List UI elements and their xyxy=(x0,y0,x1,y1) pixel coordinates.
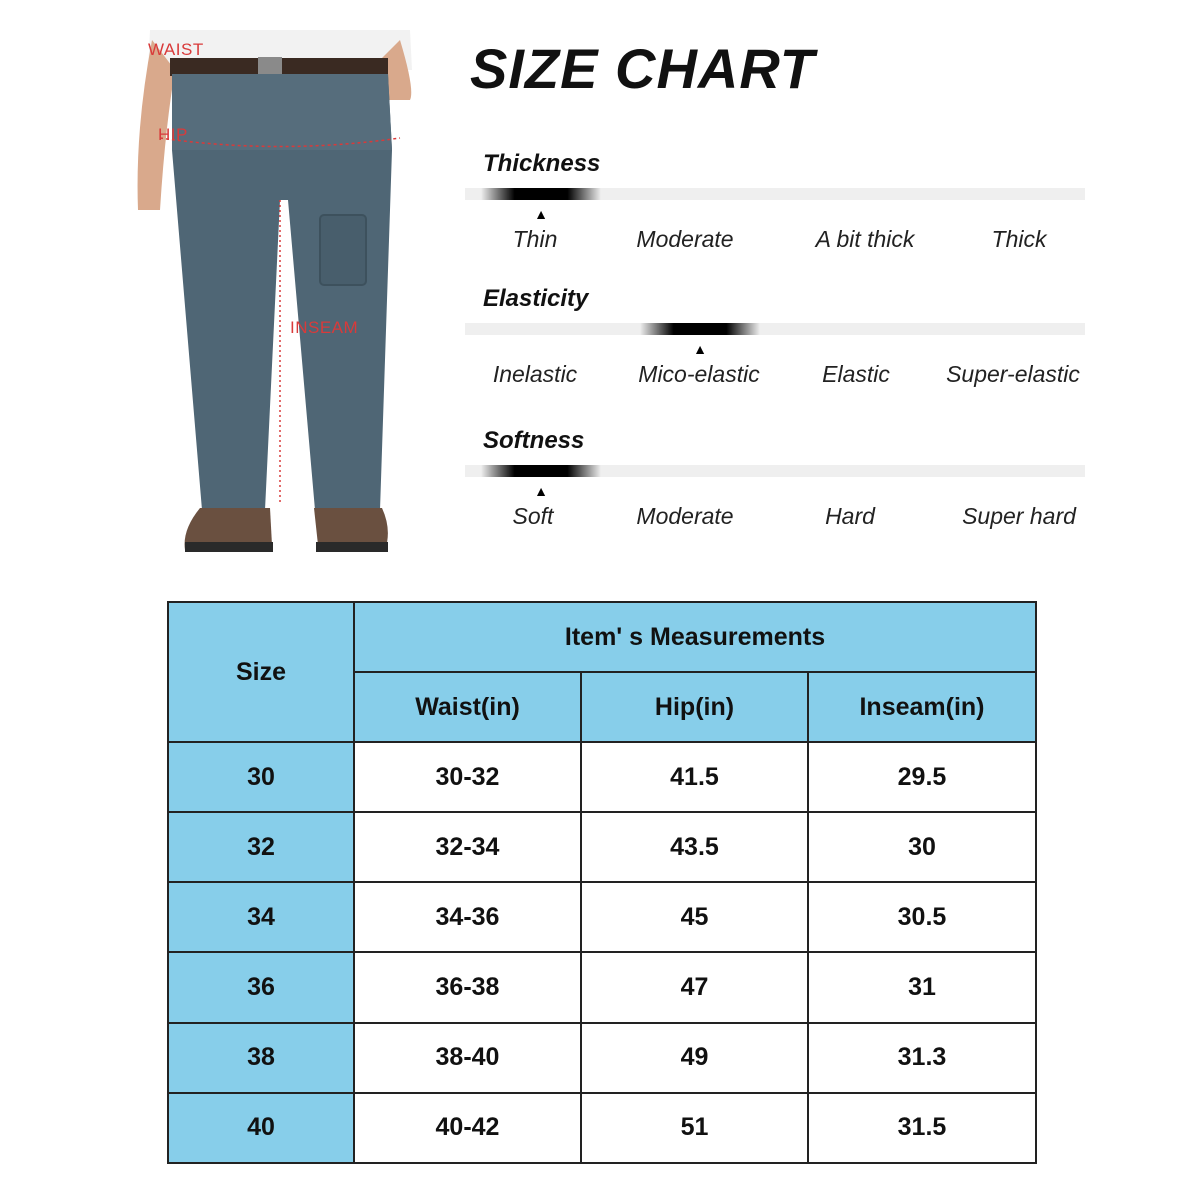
table-row xyxy=(168,882,1036,952)
size-cell: 34 xyxy=(168,882,354,952)
attribute-softness xyxy=(465,427,1085,537)
waist-cell: 34-36 xyxy=(354,882,581,952)
scale-track xyxy=(465,465,1085,477)
inseam-cell: 30 xyxy=(808,812,1036,882)
measurements-group-header: Item' s Measurements xyxy=(354,602,1036,672)
size-cell: 36 xyxy=(168,952,354,1022)
attribute-name: Elasticity xyxy=(483,285,589,312)
table-row xyxy=(168,1093,1036,1163)
model-illustration xyxy=(130,30,430,570)
triangle-marker-icon: ▲ xyxy=(534,483,548,499)
hip-cell: 43.5 xyxy=(581,812,808,882)
level-label: A bit thick xyxy=(815,226,915,252)
waist-cell: 38-40 xyxy=(354,1023,581,1093)
attribute-name: Thickness xyxy=(483,150,601,177)
table-row xyxy=(168,952,1036,1022)
inseam-label: INSEAM xyxy=(290,318,359,337)
triangle-marker-icon: ▲ xyxy=(534,206,548,222)
inseam-column-header: Inseam(in) xyxy=(808,672,1036,742)
scale-indicator xyxy=(481,465,601,477)
level-label: Mico-elastic xyxy=(638,361,760,387)
waist-cell: 32-34 xyxy=(354,812,581,882)
size-table xyxy=(167,601,1037,1164)
size-cell: 38 xyxy=(168,1023,354,1093)
table-row xyxy=(168,742,1036,812)
scale-track xyxy=(465,323,1085,335)
waist-label: WAIST xyxy=(148,40,204,59)
inseam-cell: 30.5 xyxy=(808,882,1036,952)
table-row xyxy=(168,1023,1036,1093)
attribute-thickness xyxy=(465,150,1085,260)
hip-column-header: Hip(in) xyxy=(581,672,808,742)
level-label: Thin xyxy=(512,226,558,252)
hip-label: HIP xyxy=(158,125,188,144)
hip-cell: 47 xyxy=(581,952,808,1022)
triangle-marker-icon: ▲ xyxy=(693,341,707,357)
inseam-cell: 31.3 xyxy=(808,1023,1036,1093)
level-label: Moderate xyxy=(636,226,734,252)
waist-cell: 30-32 xyxy=(354,742,581,812)
scale-indicator xyxy=(640,323,760,335)
hip-cell: 51 xyxy=(581,1093,808,1163)
hip-cell: 41.5 xyxy=(581,742,808,812)
level-label: Inelastic xyxy=(492,361,578,387)
table-header-row xyxy=(168,602,1036,672)
size-cell: 32 xyxy=(168,812,354,882)
inseam-cell: 29.5 xyxy=(808,742,1036,812)
size-column-header: Size xyxy=(168,602,354,742)
level-label: Super-elastic xyxy=(946,361,1080,387)
level-label: Hard xyxy=(825,503,875,529)
level-label: Elastic xyxy=(822,361,890,387)
size-cell: 40 xyxy=(168,1093,354,1163)
attribute-name: Softness xyxy=(483,427,585,454)
hip-cell: 45 xyxy=(581,882,808,952)
level-label: Moderate xyxy=(636,503,734,529)
hip-cell: 49 xyxy=(581,1023,808,1093)
level-label: Thick xyxy=(991,226,1047,252)
page-title: SIZE CHART xyxy=(470,37,815,100)
waist-cell: 40-42 xyxy=(354,1093,581,1163)
waist-column-header: Waist(in) xyxy=(354,672,581,742)
pants-figure-image xyxy=(130,30,430,570)
scale-indicator xyxy=(481,188,601,200)
level-label: Super hard xyxy=(962,503,1076,529)
scale-track xyxy=(465,188,1085,200)
size-cell: 30 xyxy=(168,742,354,812)
inseam-cell: 31 xyxy=(808,952,1036,1022)
inseam-cell: 31.5 xyxy=(808,1093,1036,1163)
level-label: Soft xyxy=(512,503,554,529)
attribute-elasticity xyxy=(465,285,1085,395)
waist-cell: 36-38 xyxy=(354,952,581,1022)
table-row xyxy=(168,812,1036,882)
